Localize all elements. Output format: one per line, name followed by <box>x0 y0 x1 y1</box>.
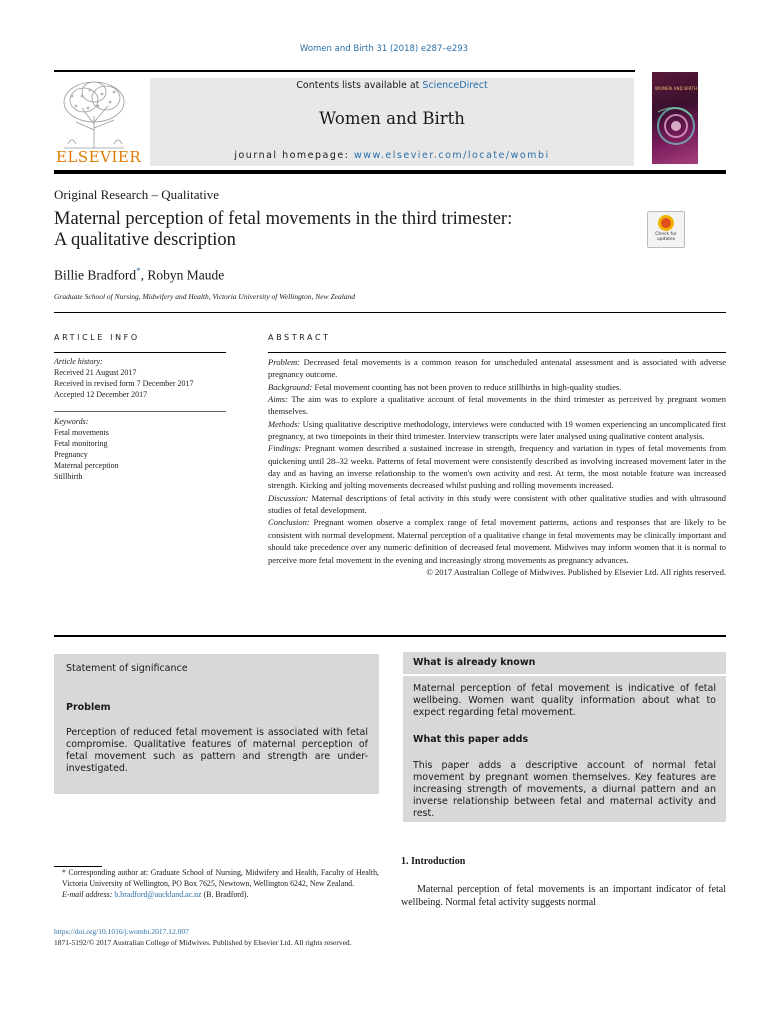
footnote-corresponding: * Corresponding author at: Graduate School of Nursing, Midwifery and Health, Faculty of Health, Victoria University of Wellington, PO Box 7625, Newtown, Wellington 6242, New Zealand. <box>62 868 379 888</box>
sciencedirect-link[interactable]: ScienceDirect <box>422 80 488 91</box>
elsevier-tree-icon <box>54 78 134 150</box>
keyword-item[interactable]: Fetal movements <box>54 428 109 437</box>
abstract-discussion <box>268 492 726 517</box>
article-title <box>54 209 614 251</box>
abstract-section-text: Pregnant women described a sustained increase in strength, frequency and variation in types of fetal movements from quickening until 28–32 weeks. Patterns of fetal movement were consistently described as involving increased movement later in the day and as having an inverse relationship to the women's own activity and rest. At term, the most notable feature was increased strength. Kicking and jolting movements decreased whilst pushing and rolling movements increased. <box>268 443 726 491</box>
keyword-item[interactable]: Stillbirth <box>54 472 83 481</box>
header-bottom-rule <box>54 170 726 174</box>
email-suffix: (B. Bradford). <box>201 889 249 899</box>
statement-of-significance-box <box>54 654 379 794</box>
abstract-aims <box>268 393 726 418</box>
check-updates-icon <box>658 215 674 231</box>
article-title-line-1: Maternal perception of fetal movements in the third trimester: <box>54 209 513 229</box>
abstract-section-label: Problem: <box>268 357 300 367</box>
header-top-rule <box>54 70 635 72</box>
contents-line <box>150 80 634 91</box>
abstract-section-text: Maternal descriptions of fetal activity in this study were consistent with other qualitative studies and with ultrasound studies of fetal development. <box>268 492 726 516</box>
already-known-rule <box>403 674 726 676</box>
cover-art-icon <box>652 72 698 164</box>
author-name[interactable]: Robyn Maude <box>147 267 225 283</box>
author-separator: , <box>140 267 148 283</box>
article-info-underline <box>54 352 226 353</box>
revised-date: Received in revised form 7 December 2017 <box>54 379 194 388</box>
check-updates-label: Check for updates <box>655 232 677 242</box>
introduction-heading: 1. Introduction <box>401 856 466 867</box>
abstract-section-text: Decreased fetal movements is a common reason for unscheduled antenatal assessment and is associated with adverse pregnancy outcome. <box>268 357 726 380</box>
abstract-section-label: Background: <box>268 381 313 392</box>
author-affiliation: Graduate School of Nursing, Midwifery and Health, Victoria University of Wellington, New Zealand <box>54 292 356 301</box>
section-label: Original Research – Qualitative <box>54 187 219 202</box>
abstract-background <box>268 381 726 393</box>
issn-copyright: 1871-5192/© 2017 Australian College of Midwives. Published by Elsevier Ltd. All rights reserved. <box>54 938 352 947</box>
contents-prefix: Contents lists available at <box>296 80 423 91</box>
abstract-conclusion <box>268 516 726 565</box>
homepage-prefix: journal homepage: <box>234 150 354 161</box>
significance-problem-text: Perception of reduced fetal movement is associated with fetal compromise. Qualitative features of maternal perception of fetal movement such as pattern and strength are under-investigated. <box>66 727 368 774</box>
keyword-item[interactable]: Pregnancy <box>54 450 88 459</box>
abstract-copyright: © 2017 Australian College of Midwives. Published by Elsevier Ltd. All rights reserved. <box>426 566 726 577</box>
check-for-updates-button[interactable] <box>647 211 685 248</box>
footnote-rule <box>54 866 102 867</box>
abstract-section-text: Fetal movement counting has not been proven to reduce stillbirths in high-quality studies. <box>314 381 622 392</box>
article-info-rule <box>54 312 726 313</box>
already-known-heading: What is already known <box>413 657 536 668</box>
article-info-heading: ARTICLE INFO <box>54 333 140 342</box>
article-history <box>54 356 226 400</box>
abstract-methods <box>268 418 726 443</box>
keywords-list <box>54 416 226 482</box>
history-label: Article history: <box>54 357 103 366</box>
abstract-section-text: The aim was to explore a qualitative account of fetal movements in the third trimester as perceived by pregnant women themselves. <box>268 394 726 417</box>
footnote-email-line <box>54 890 379 901</box>
abstract-section-label: Conclusion: <box>268 517 310 528</box>
abstract-section-label: Findings: <box>268 443 302 454</box>
paper-adds-heading: What this paper adds <box>413 734 529 745</box>
introduction-text: Maternal perception of fetal movements is an important indicator of fetal wellbeing. Normal fetal activity suggests normal <box>401 884 726 908</box>
keywords-rule <box>54 411 226 412</box>
elsevier-logo[interactable] <box>54 78 142 166</box>
abstract-section-label: Methods: <box>268 418 301 429</box>
journal-masthead <box>150 78 634 166</box>
significance-problem-heading: Problem <box>66 702 111 713</box>
doi-link[interactable]: https://doi.org/10.1016/j.wombi.2017.12.007 <box>54 927 189 936</box>
email-label: E-mail address: <box>62 889 113 899</box>
accepted-date: Accepted 12 December 2017 <box>54 390 148 399</box>
received-date: Received 21 August 2017 <box>54 368 137 377</box>
abstract-underline <box>268 352 726 353</box>
abstract-section-label: Discussion: <box>268 492 309 503</box>
significance-title: Statement of significance <box>66 663 188 674</box>
abstract-problem <box>268 356 726 381</box>
homepage-line <box>150 150 634 161</box>
article-title-line-2: A qualitative description <box>54 230 236 250</box>
already-known-text: Maternal perception of fetal movement is indicative of fetal wellbeing. Women want quality information about what to expect regarding fetal movement. <box>413 683 716 718</box>
abstract-section-text: Pregnant women observe a complex range of fetal movement patterns, actions and responses that are likely to be consistent with normal development. Maternal perception of a qualitative change in fetal movements may be clinically important and should take precedence over any numeric definition of decreased fetal movement. Midwives may inform women that it is normal to perceive more fetal movement in the evening and increasingly strong movements as pregnancy advances. <box>268 517 726 565</box>
abstract-body <box>268 356 726 578</box>
email-link[interactable]: b.bradford@auckland.ac.nz <box>114 889 202 899</box>
paper-adds-text: This paper adds a descriptive account of normal fetal movement by pregnant women themselves. Key features are increasing strength of movements, a diurnal pattern and an inverse relationship between fetal and maternal activity and rest. <box>413 760 716 819</box>
abstract-findings <box>268 442 726 491</box>
body-separator-rule <box>54 635 726 637</box>
author-list <box>54 266 224 284</box>
homepage-link[interactable]: www.elsevier.com/locate/wombi <box>353 150 550 161</box>
journal-citation[interactable]: Women and Birth 31 (2018) e287–e293 <box>299 44 469 54</box>
keyword-item[interactable]: Fetal monitoring <box>54 439 108 448</box>
already-known-box <box>403 652 726 822</box>
cover-title: WOMEN AND BIRTH <box>655 86 698 91</box>
abstract-section-text: Using qualitative descriptive methodology, interviews were conducted with 19 women experiencing an uncomplicated first pregnancy, at two timepoints in their third trimester. Interview transcripts were later analysed using qualitative content analysis. <box>268 418 726 442</box>
abstract-heading: ABSTRACT <box>268 333 331 342</box>
corresponding-author-marker[interactable]: * <box>136 266 141 276</box>
keywords-label: Keywords: <box>54 417 89 426</box>
journal-title: Women and Birth <box>319 109 465 128</box>
abstract-section-label: Aims: <box>268 394 288 405</box>
keyword-item[interactable]: Maternal perception <box>54 461 119 470</box>
elsevier-wordmark: ELSEVIER <box>56 148 142 166</box>
corresponding-author-footnote <box>54 868 379 900</box>
journal-cover-thumbnail[interactable] <box>652 72 698 164</box>
author-name[interactable]: Billie Bradford <box>54 267 137 283</box>
